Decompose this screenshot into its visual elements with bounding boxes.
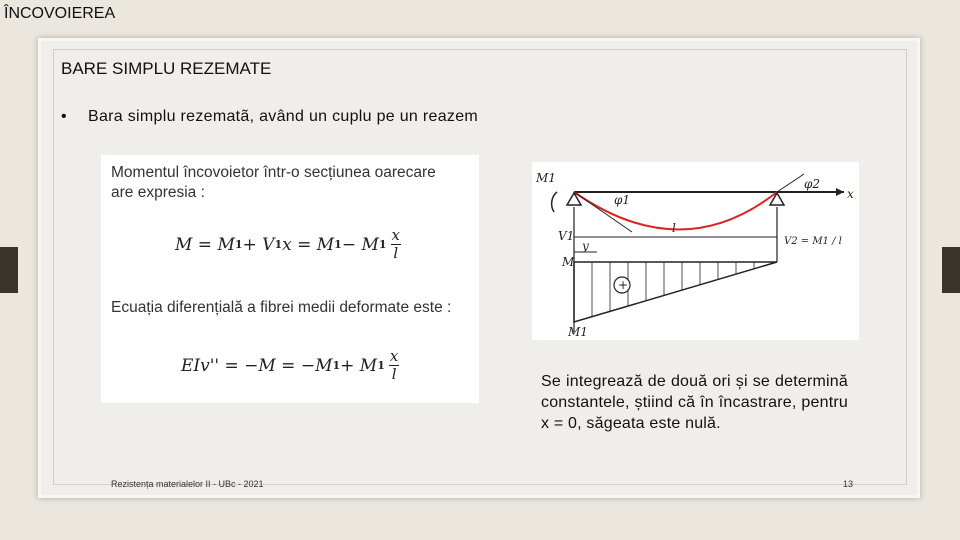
left-side-tab: [0, 247, 18, 293]
label-l: l: [672, 221, 676, 235]
label-phi1: φ1: [614, 193, 631, 207]
eq1-sub-c: 1: [334, 238, 342, 251]
right-side-tab: [942, 247, 960, 293]
eq1-part-c: x = M: [282, 234, 335, 255]
eq1-frac-den: l: [393, 244, 399, 262]
eq2-fraction: [389, 348, 399, 383]
label-m: M: [562, 255, 575, 269]
label-m1-top: M1: [536, 171, 556, 185]
integration-paragraph: Se integrează de două ori și se determină constantele, știind că în încastrare, pentru x = 0, săgeata este nulă.: [541, 373, 848, 432]
intro-line-1: Momentul încovoietor într-o secțiunea oarecare: [111, 164, 436, 181]
eq2-part-b: + M: [340, 355, 378, 376]
eq2-frac-den: l: [391, 365, 397, 383]
differential-equation: [181, 348, 399, 383]
moment-arrow: [552, 192, 557, 212]
eq1-sub-a: 1: [234, 238, 243, 251]
page-header-title: ÎNCOVOIEREA: [4, 5, 116, 22]
label-y: y: [582, 239, 589, 253]
eq1-part-a: M = M: [175, 234, 235, 255]
eq1-frac-num: x: [391, 226, 401, 244]
eq2-frac-num: x: [389, 347, 399, 365]
bullet-dot: •: [61, 108, 67, 125]
axis-arrow: [836, 188, 844, 196]
differential-text: Ecuația diferențială a fibrei medii deformate este :: [111, 299, 452, 316]
eq2-sub-a: 1: [332, 359, 341, 372]
beam-moment-diagram: [532, 162, 859, 340]
label-v1: V1: [558, 229, 575, 243]
page-number: 13: [842, 479, 853, 489]
intro-line-2: are expresia :: [111, 184, 205, 201]
eq1-part-b: + V: [242, 234, 275, 255]
moment-equation: [175, 227, 401, 262]
label-x-axis: x: [847, 187, 854, 201]
equation-panel: [101, 155, 479, 403]
bullet-item: [61, 108, 478, 126]
label-v2: V2 = M1 / l: [784, 236, 842, 247]
eq1-fraction: [391, 227, 401, 262]
bullet-text: Bara simplu rezematã, având un cuplu pe un reazem: [88, 108, 479, 125]
eq1-part-d: − M: [341, 234, 379, 255]
slide-title: BARE SIMPLU REZEMATE: [61, 59, 272, 78]
label-phi2: φ2: [804, 177, 821, 191]
eq2-part-a: EIv'' = −M = −M: [181, 355, 333, 376]
label-m1-bottom: M1: [568, 325, 588, 339]
label-plus: +: [618, 278, 629, 292]
tangent-right: [777, 174, 804, 192]
slide-card: [38, 38, 920, 498]
footer-source: Rezistența materialelor II - UBc - 2021: [111, 479, 264, 489]
eq1-sub-b: 1: [274, 238, 283, 251]
moment-triangle: [574, 262, 777, 322]
eq2-sub-b: 1: [377, 359, 385, 372]
eq1-sub-d: 1: [378, 238, 387, 251]
